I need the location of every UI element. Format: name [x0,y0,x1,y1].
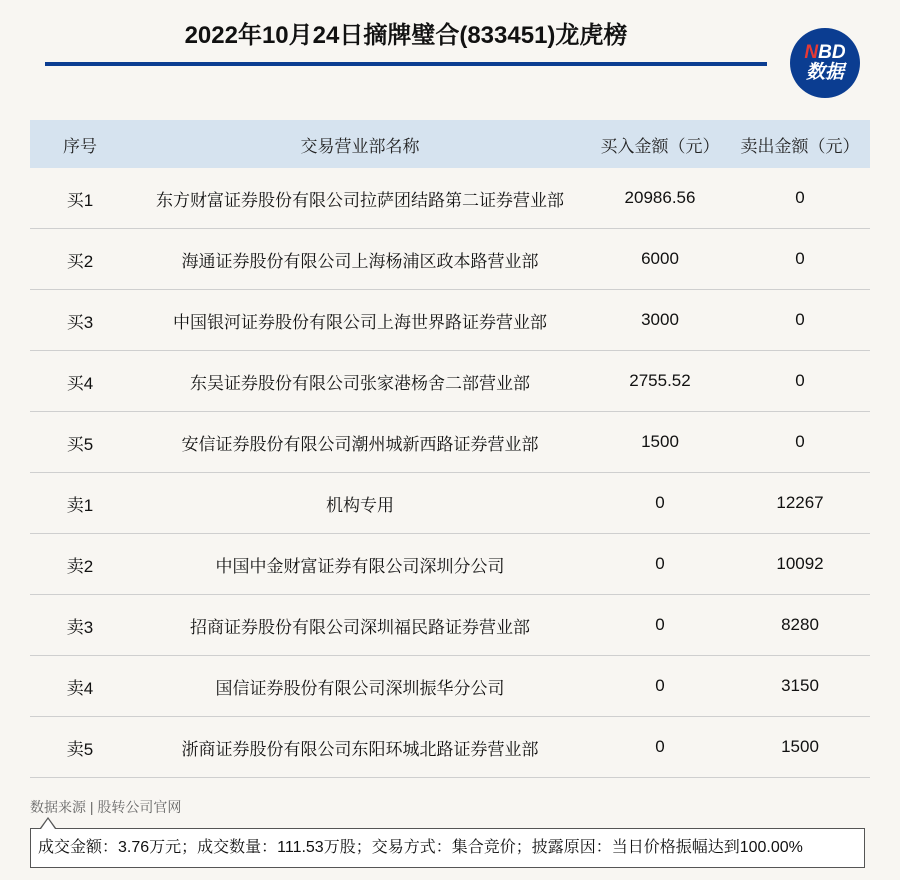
cell-buy-amount: 20986.56 [624,188,696,207]
cell-buy-amount: 1500 [641,432,679,451]
logo-line-1 [804,43,845,63]
cell-buy-amount: 0 [655,676,665,695]
table-row [30,595,870,656]
cell-sell-amount: 0 [795,249,805,268]
cell-buy-amount: 0 [655,554,665,573]
logo-line-2: 数据 [805,62,844,83]
page-title: 2022年10月24日摘牌璧合(833451)龙虎榜 [184,22,628,49]
cell-branch-name: 东吴证券股份有限公司张家港杨舍二部营业部 [190,373,530,393]
cell-buy-amount: 0 [655,737,665,756]
table-row [30,717,870,778]
cell-branch-name: 机构专用 [326,495,394,515]
nbd-logo [790,28,860,98]
cell-sell-amount: 0 [795,310,805,329]
cell-sell-amount: 8280 [781,615,819,634]
table-row [30,351,870,412]
cell-buy-amount: 2755.52 [629,371,691,390]
cell-sell-amount: 0 [795,188,805,207]
table-row [30,473,870,534]
cell-index: 买3 [66,312,94,332]
cell-branch-name: 安信证券股份有限公司潮州城新西路证券营业部 [181,434,539,454]
cell-index: 买2 [66,251,94,271]
table-row [30,656,870,717]
table-row [30,168,870,229]
cell-buy-amount: 3000 [641,310,679,329]
table-header [30,120,870,168]
cell-sell-amount: 1500 [781,737,819,756]
table-row [30,229,870,290]
cell-branch-name: 招商证券股份有限公司深圳福民路证券营业部 [190,617,530,637]
cell-sell-amount: 0 [795,371,805,390]
table-row [30,412,870,473]
table-body [30,168,870,778]
cell-index: 卖4 [66,678,94,698]
cell-branch-name: 中国银河证券股份有限公司上海世界路证券营业部 [173,312,547,332]
cell-index: 卖1 [66,495,94,515]
cell-index: 买1 [66,190,94,210]
header-sell-amount: 卖出金额（元） [740,136,860,156]
dragon-tiger-table [30,120,870,778]
table-row [30,290,870,351]
cell-index: 买5 [66,434,94,454]
cell-branch-name: 国信证券股份有限公司深圳振华分公司 [215,678,505,698]
cell-sell-amount: 0 [795,432,805,451]
cell-branch-name: 海通证券股份有限公司上海杨浦区政本路营业部 [181,251,539,271]
cell-index: 卖5 [66,739,94,759]
cell-index: 卖3 [66,617,94,637]
table-row [30,534,870,595]
title-underline [45,62,767,66]
cell-sell-amount: 10092 [776,554,824,573]
note-pointer-fill [41,819,55,829]
cell-sell-amount: 12267 [776,493,824,512]
logo-accent-letter: N [804,42,819,63]
cell-index: 卖2 [66,556,94,576]
trade-summary-note: 成交金额：3.76万元；成交数量：111.53万股；交易方式：集合竞价；披露原因：当日价格振幅达到100.00% [30,828,865,868]
cell-branch-name: 东方财富证券股份有限公司拉萨团结路第二证券营业部 [156,190,564,210]
cell-index: 买4 [66,373,94,393]
cell-sell-amount: 3150 [781,676,819,695]
header-branch-name: 交易营业部名称 [300,136,420,156]
cell-buy-amount: 0 [655,615,665,634]
logo-letters: BD [818,42,846,63]
header-buy-amount: 买入金额（元） [600,136,720,156]
cell-buy-amount: 6000 [641,249,679,268]
page-header [45,0,767,66]
cell-branch-name: 中国中金财富证券有限公司深圳分公司 [215,556,505,576]
cell-branch-name: 浙商证券股份有限公司东阳环城北路证券营业部 [181,739,539,759]
data-source: 数据来源 | 股转公司官网 [30,799,182,815]
cell-buy-amount: 0 [655,493,665,512]
header-index: 序号 [63,136,97,156]
